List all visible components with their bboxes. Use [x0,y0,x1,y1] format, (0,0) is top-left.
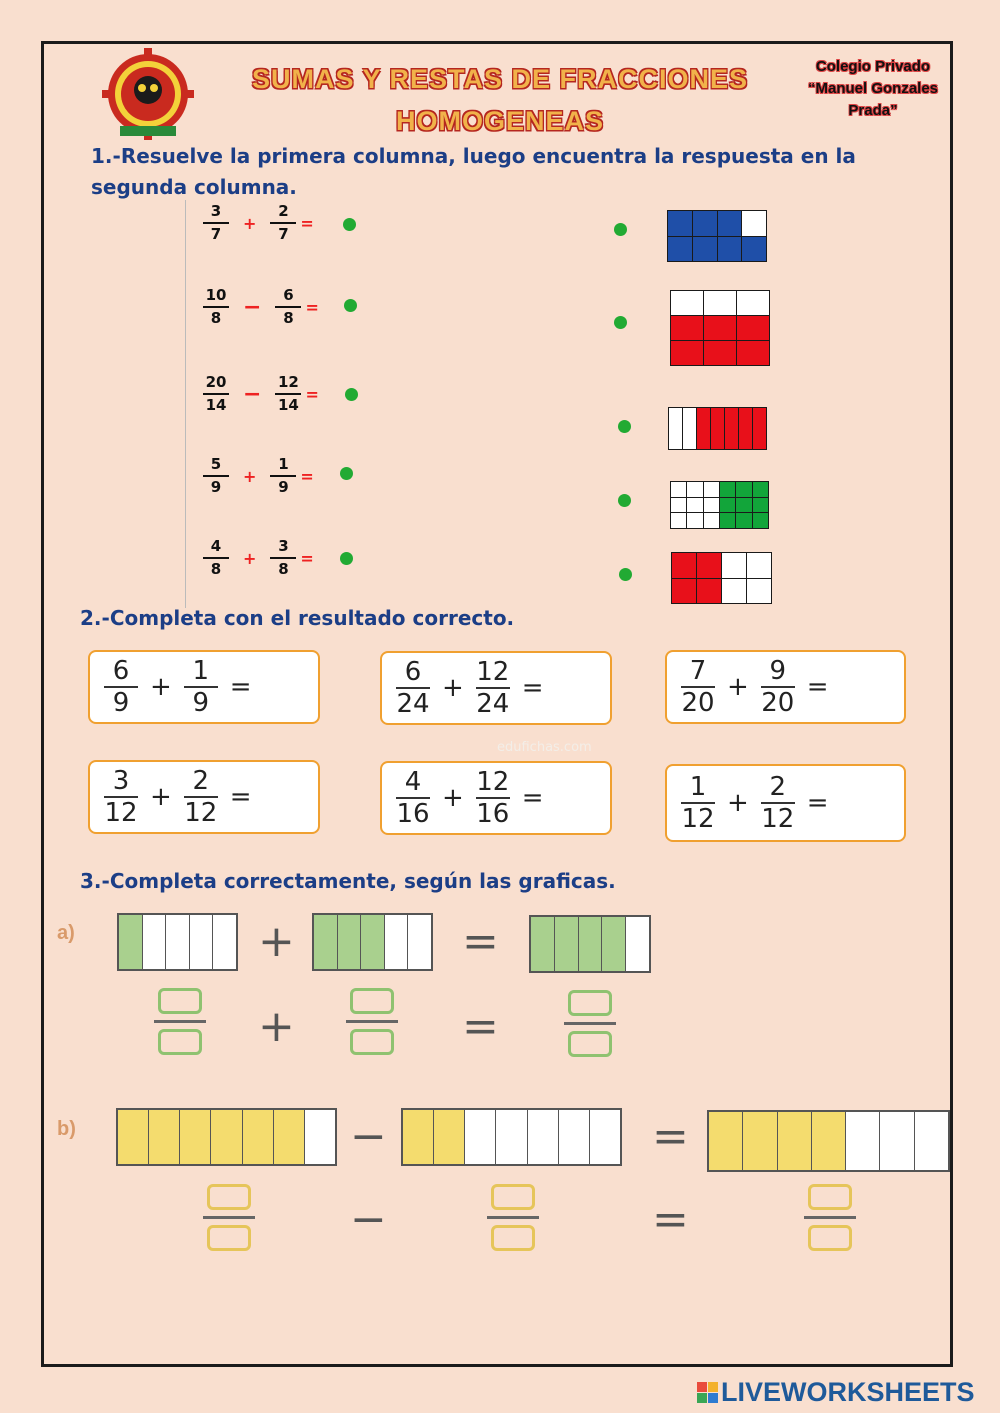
strip-b-result [707,1110,950,1172]
operator: − [243,381,262,407]
sum-box-1[interactable] [88,650,320,724]
match-dot-right-5[interactable] [619,568,632,581]
answer-a-1[interactable] [154,988,206,1055]
match-dot-left-4[interactable] [340,467,353,480]
plus-sign: + [150,672,172,702]
ex1-instruction-line-2: segunda columna. [91,175,297,199]
ex1-row-5 [203,537,314,579]
minus-sign: − [350,1111,387,1162]
fraction: 3 8 [270,537,296,579]
brand-name: LIVEWORKSHEETS [721,1377,975,1407]
fraction-grid-green [670,481,769,529]
fraction: 6 24 [396,657,430,719]
denominator-input[interactable] [808,1225,852,1251]
equals-sign: = [300,466,314,486]
fraction: 1 9 [270,455,296,497]
sum-box-5[interactable] [380,761,612,835]
strip-a-result [529,915,651,973]
column-divider [185,200,186,608]
fraction: 12 24 [476,657,510,719]
equals-sign: = [652,1194,689,1245]
fraction: 12 14 [275,373,301,415]
operator: + [243,548,257,568]
match-dot-left-2[interactable] [344,299,357,312]
fraction-grid-blue [667,210,767,262]
school-name [798,56,948,122]
liveworksheets-brand[interactable] [697,1377,975,1408]
equals-sign: = [521,783,544,813]
ex1-row-2 [203,286,319,328]
sum-box-6[interactable] [665,764,906,842]
answer-b-2[interactable] [487,1184,539,1251]
match-dot-left-1[interactable] [343,218,356,231]
match-dot-left-3[interactable] [345,388,358,401]
equals-sign: = [806,788,829,818]
answer-b-1[interactable] [203,1184,255,1251]
title-line-1: SUMAS Y RESTAS DE FRACCIONES [251,64,749,94]
item-b-label: b) [57,1118,76,1140]
denominator-input[interactable] [350,1029,394,1055]
equals-sign: = [305,384,319,404]
minus-sign: − [350,1194,387,1245]
fraction-grid-red-3x3 [670,290,770,366]
equals-sign: = [229,782,252,812]
denominator-input[interactable] [158,1029,202,1055]
match-dot-right-1[interactable] [614,223,627,236]
fraction: 20 14 [203,373,229,415]
fraction-grid-red-2x4 [671,552,772,604]
equals-sign: = [462,916,499,967]
item-a-label: a) [57,922,75,944]
match-dot-right-4[interactable] [618,494,631,507]
fraction: 3 7 [203,202,229,244]
operator: + [243,466,257,486]
equals-sign: = [300,213,314,233]
plus-sign: + [442,783,464,813]
equals-sign: = [521,673,544,703]
equals-sign: = [229,672,252,702]
numerator-input[interactable] [207,1184,251,1210]
ex2-instruction: 2.-Completa con el resultado correcto. [80,606,515,630]
plus-sign: + [727,788,749,818]
plus-sign: + [150,782,172,812]
ex1-instruction-line-1: 1.-Resuelve la primera columna, luego encuentra la respuesta en la [91,144,856,168]
answer-a-2[interactable] [346,988,398,1055]
fraction: 1 12 [681,772,715,834]
plus-sign: + [727,672,749,702]
operator: − [243,294,262,320]
numerator-input[interactable] [158,988,202,1014]
equals-sign: = [652,1111,689,1162]
strip-b-2 [401,1108,622,1166]
denominator-input[interactable] [491,1225,535,1251]
fraction: 6 8 [275,286,301,328]
school-line-2: “Manuel Gonzales [807,80,939,97]
fraction: 9 20 [761,656,795,718]
fraction: 12 16 [476,767,510,829]
numerator-input[interactable] [350,988,394,1014]
fraction: 6 9 [104,657,138,717]
strip-b-1 [116,1108,337,1166]
ex1-row-3 [203,373,319,415]
numerator-input[interactable] [808,1184,852,1210]
school-line-3: Prada” [848,102,898,119]
fraction: 10 8 [203,286,229,328]
plus-sign: + [258,916,295,967]
fraction: 1 9 [184,657,218,717]
school-line-1: Colegio Privado [815,58,931,75]
fraction: 7 20 [681,656,715,718]
fraction-strip-red-7 [668,407,767,450]
numerator-input[interactable] [568,990,612,1016]
strip-a-1 [117,913,238,971]
ex1-instruction [91,141,921,203]
strip-a-2 [312,913,433,971]
denominator-input[interactable] [207,1225,251,1251]
ex1-row-4 [203,455,314,497]
fraction: 2 12 [184,766,218,828]
watermark: edufichas.com [497,740,592,755]
sum-box-2[interactable] [380,651,612,725]
fraction: 4 8 [203,537,229,579]
answer-b-result[interactable] [804,1184,856,1251]
operator: + [243,213,257,233]
fraction: 2 7 [270,202,296,244]
match-dot-right-2[interactable] [614,316,627,329]
plus-sign: + [258,1001,295,1052]
equals-sign: = [806,672,829,702]
fraction: 4 16 [396,767,430,829]
equals-sign: = [462,1001,499,1052]
ex1-row-1 [203,202,314,244]
denominator-input[interactable] [568,1031,612,1057]
plus-sign: + [442,673,464,703]
title-line-2: HOMOGENEAS [395,106,605,136]
match-dot-left-5[interactable] [340,552,353,565]
numerator-input[interactable] [491,1184,535,1210]
fraction: 2 12 [761,772,795,834]
equals-sign: = [300,548,314,568]
answer-a-result[interactable] [564,990,616,1057]
fraction: 5 9 [203,455,229,497]
liveworksheets-logo-icon [697,1382,718,1403]
equals-sign: = [305,297,319,317]
ex3-instruction: 3.-Completa correctamente, según las graficas. [80,869,616,893]
sum-box-4[interactable] [88,760,320,834]
fraction: 3 12 [104,766,138,828]
match-dot-right-3[interactable] [618,420,631,433]
sum-box-3[interactable] [665,650,906,724]
